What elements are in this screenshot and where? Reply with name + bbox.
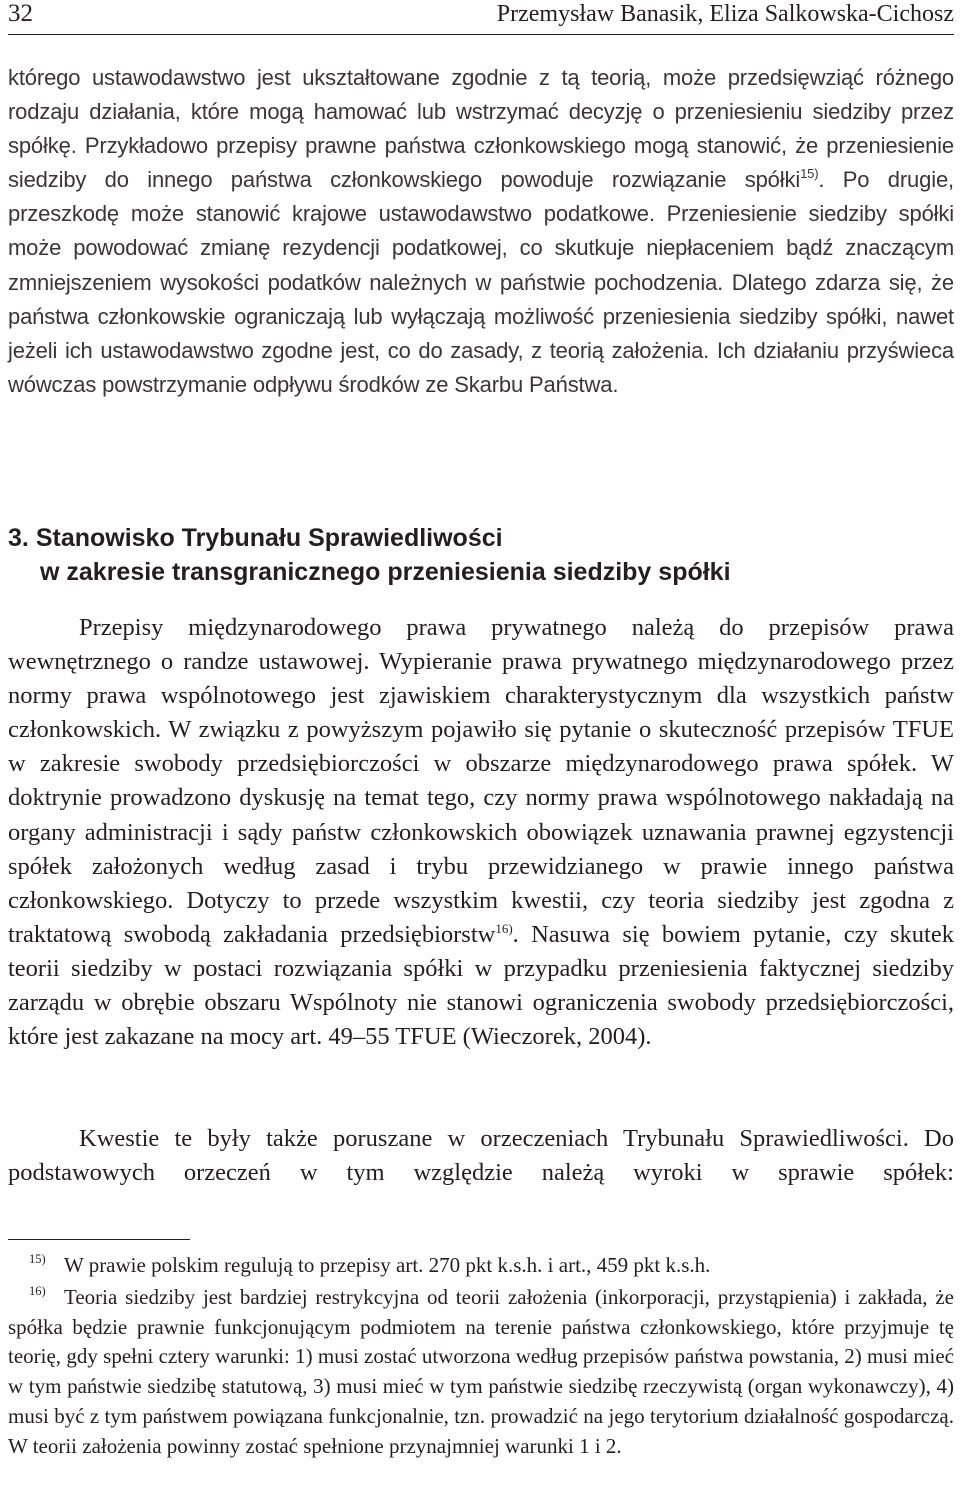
running-header-authors: Przemysław Banasik, Eliza Salkowska-Cichosz xyxy=(496,1,954,27)
footnote-reference-16[interactable]: 16) xyxy=(495,920,513,936)
paragraph-text: . Po drugie, przeszkodę może stanowić krajowe ustawodawstwo podatkowe. Przeniesienie siedziby spółki może powodować zmianę rezydencji podatkowej, co skutkuje niepłaceniem bądź znaczącym zmniejszeniem wysokości podatków należnych w państwie pochodzenia. Dlatego zdarza się, że państwa członkowskie ograniczają lub wyłączają możliwość przeniesienia siedziby spółki, nawet jeżeli ich ustawodawstwo zgodne jest, co do zasady, z teorią założenia. Ich działaniu przyświeca wówczas powstrzymanie odpływu środków ze Skarbu Państwa. xyxy=(8,167,954,397)
section-title-line-1: Stanowisko Trybunału Sprawiedliwości xyxy=(35,524,503,552)
footnote-text: Teoria siedziby jest bardziej restrykcyjna od teorii założenia (inkorporacji, przystąpienia) i zakłada, że spółka będzie prawnie funkcjonującym podmiotem na terenie państwa członkowskiego, które przyjmuje tę teorię, gdy spełni cztery warunki: 1) musi zostać utworzona według przepisów państwa powstania, 2) musi mieć w tym państwie siedzibę statutową, 3) musi mieć w tym państwie siedzibę rzeczywistą (organ wykonawczy), 4) musi być z tym państwem powiązana funkcjonalnie, tzn. prowadzić na jego terytorium działalność gospodarczą. W teorii założenia powinny zostać spełnione przynajmniej warunki 1 i 2. xyxy=(8,1285,954,1458)
section-title-line-2: w zakresie transgranicznego przeniesienia siedziby spółki xyxy=(40,558,731,586)
section-number: 3. xyxy=(8,524,29,552)
paragraph-text: którego ustawodawstwo jest ukształtowane zgodnie z tą teorią, może przedsięwziąć różnego rodzaju działania, które mogą hamować lub wstrzymać decyzję o przeniesieniu siedziby przez spółkę. Przykładowo przepisy prawne państwa członkowskiego mogą stanowić, że przeniesienie siedziby do innego państwa członkowskiego powoduje rozwiązanie spółki xyxy=(8,65,954,193)
running-header xyxy=(8,0,954,35)
footnote-16: 16) Teoria siedziby jest bardziej restrykcyjna od teorii założenia (inkorporacji, przystąpienia) i zakłada, że spółka będzie prawnie funkcjonującym podmiotem na terenie państwa członkowskiego, które przyjmuje tę teorię, gdy spełni cztery warunki: 1) musi zostać utworzona według przepisów państwa powstania, 2) musi mieć w tym państwie siedzibę statutową, 3) musi mieć w tym państwie siedzibę rzeczywistą (organ wykonawczy), 4) musi być z tym państwem powiązana funkcjonalnie, tzn. prowadzić na jego terytorium działalność gospodarczą. W teorii założenia powinny zostać spełnione przynajmniej warunki 1 i 2. xyxy=(8,1284,954,1458)
footnote-text: W prawie polskim regulują to przepisy art. 270 pkt k.s.h. i art., 459 pkt k.s.h. xyxy=(64,1253,711,1277)
footnote-15: 15) W prawie polskim regulują to przepisy art. 270 pkt k.s.h. i art., 459 pkt k.s.h. xyxy=(8,1251,954,1281)
body-paragraph-2 xyxy=(8,611,954,1054)
footnote-reference-15[interactable]: 15) xyxy=(800,166,819,182)
section-heading-line-1 xyxy=(8,521,731,555)
body-paragraph-1 xyxy=(8,61,954,402)
page-number: 32 xyxy=(8,0,33,27)
body-paragraph-3: Kwestie te były także poruszane w orzeczeniach Trybunału Sprawiedliwości. Do podstawowych orzeczeń w tym względzie należą wyroki w sprawie spółek: xyxy=(8,1125,954,1187)
footnote-separator xyxy=(8,1239,190,1240)
paragraph-text: . Nasuwa się bowiem pytanie, czy skutek teorii siedziby w postaci rozwiązania spółki w przypadku przeniesienia faktycznej siedziby zarządu w obrębie obszaru Wspólnoty nie stanowi ograniczenia swobody przedsiębiorczości, które jest zakazane na mocy art. 49–55 TFUE (Wieczorek, 2004). xyxy=(8,920,954,1051)
section-heading xyxy=(8,521,731,589)
paragraph-text: Przepisy międzynarodowego prawa prywatnego należą do przepisów prawa wewnętrznego o randze ustawowej. Wypieranie prawa prywatnego międzynarodowego przez normy prawa wspólnotowego jest zjawiskiem charakterystycznym dla wszystkich państw członkowskich. W związku z powyższym pojawiło się pytanie o skuteczność przepisów TFUE w zakresie swobody przedsiębiorczości w obszarze międzynarodowego prawa spółek. W doktrynie prowadzono dyskusję na temat tego, czy normy prawa wspólnotowego nakładają na organy administracji i sądy państw członkowskich obowiązek uznawania prawnej egzystencji spółek założonych według zasad i trybu przewidzianego w prawie innego państwa członkowskiego. Dotyczy to przede wszystkim kwestii, czy teoria siedziby jest zgodna z traktatową swobodą zakładania przedsiębiorstw xyxy=(8,614,954,948)
